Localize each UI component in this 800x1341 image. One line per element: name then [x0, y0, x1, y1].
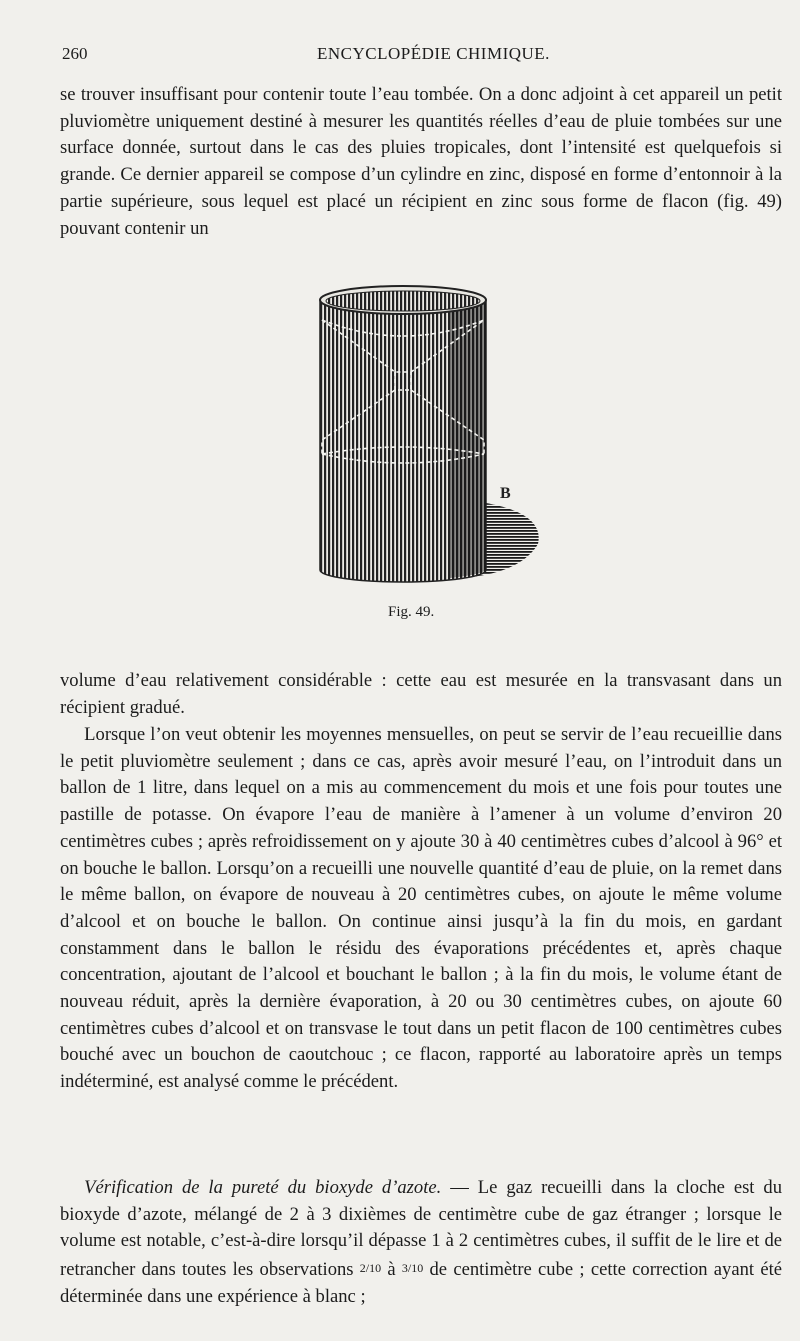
paragraph-1: se trouver insuffisant pour contenir toute l’eau tombée. On a donc adjoint à cet appareil un petit pluviomètre uniquement destiné à mesurer les quantités réelles d’eau de pluie tombées sur une surface donnée, surtout dans le cas des pluies tropicales, dont l’intensité est quelquefois si grande. Ce dernier appareil se compose d’un cylindre en zinc, disposé en forme d’entonnoir à la partie supérieure, sous lequel est placé un récipient en zinc sous forme de flacon (fig. 49) pouvant contenir un — [60, 84, 782, 239]
figure-caption: Fig. 49. — [388, 604, 435, 620]
page-header — [62, 44, 780, 74]
paragraph-3: Lorsque l’on veut obtenir les moyennes mensuelles, on peut se servir de l’eau recueillie dans le petit pluviomètre seulement ; dans ce cas, après avoir mesuré l’eau, on l’introduit dans un ballon de 1 litre, dans lequel on a mis au commencement du mois et une fois pour toutes une pastille de potasse. On évapore l’eau de manière à l’amener à un volume d’environ 20 centimètres cubes ; après refroidissement on y ajoute 30 à 40 centimètres cubes d’alcool à 96° et on bouche le ballon. Lorsqu’on a recueilli une nouvelle quantité d’eau de pluie, on la remet dans le même ballon, on évapore de nouveau à 20 centimètres cubes, on ajoute le même volume d’alcool et on bouche le ballon. On continue ainsi jusqu’à la fin du mois, en gardant constamment dans le ballon le résidu des évaporations précédentes et, après chaque concentration, ajoutant de l’alcool et bouchant le ballon ; à la fin du mois, le volume étant de nouveau réduit, après la dernière évaporation, à 20 ou 30 centimètres cubes, on ajoute 60 centimètres cubes d’alcool et on transvase le tout dans un petit flacon de 100 centimètres cubes bouché avec un bouchon de caoutchouc ; ce flacon, rapporté au laboratoire après un temps indéterminé, est analysé comme le précédent. — [60, 724, 782, 1093]
page-number: 260 — [62, 44, 88, 63]
section-heading: Vérification de la pureté du bioxyde d’azote. — [84, 1177, 442, 1198]
fraction-separator: à — [381, 1259, 402, 1281]
paragraph-4 — [60, 1175, 782, 1311]
engraver-mark: B — [500, 485, 511, 502]
heading-dash: — — [441, 1177, 478, 1198]
paragraph-2: volume d’eau relativement considérable : cette eau est mesurée en la transvasant dans un récipient gradué. — [60, 670, 782, 718]
running-title: ENCYCLOPÉDIE CHIMIQUE. — [317, 44, 550, 63]
paragraph-4-text-a: Le gaz recueilli dans la cloche est du bioxyde d’azote, mélangé de 2 à 3 dixièmes de centimètre cube de gaz étranger ; lorsque le volume est notable, c’est-à-dire lorsqu’il dépasse 1 à 2 centimètres cubes, il suffit de le lire et de retrancher dans toutes les observations — [60, 1177, 783, 1281]
pluviometer-illustration — [300, 272, 550, 592]
fraction-two-tenths: 2/10 — [359, 1261, 382, 1276]
fraction-three-tenths: 3/10 — [401, 1261, 424, 1276]
paragraph-4-text-b: de centimètre cube ; cette correction ayant été déterminée dans une expérience à blanc ; — [60, 1259, 782, 1307]
figure-pluviometer — [300, 272, 550, 592]
